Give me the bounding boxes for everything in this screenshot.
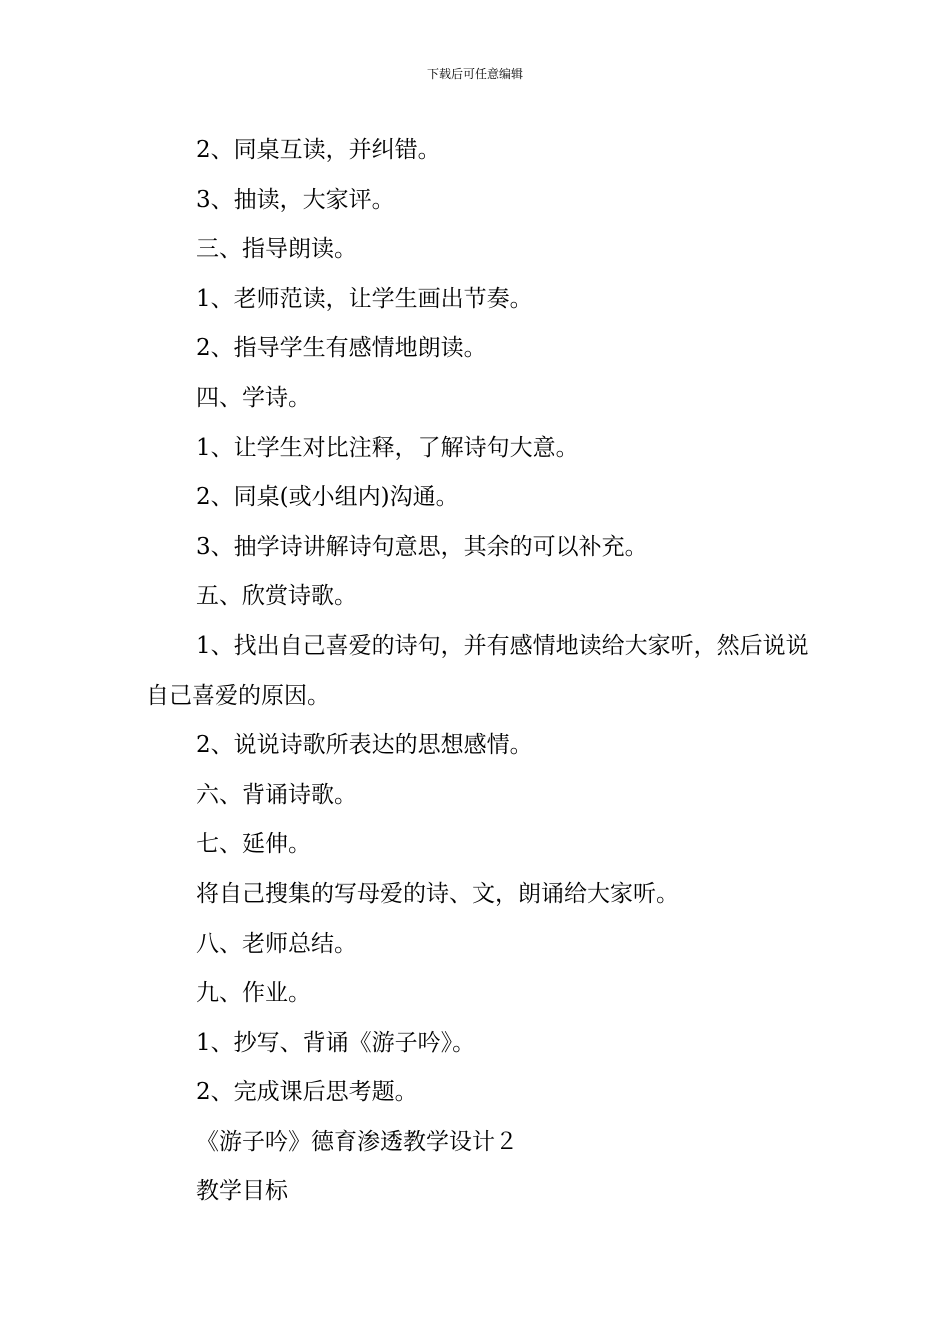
section-heading: 五、欣赏诗歌。 bbox=[196, 583, 357, 610]
section-heading: 四、学诗。 bbox=[196, 384, 311, 411]
paragraph: 将自己搜集的写母爱的诗、文，朗诵给大家听。 bbox=[196, 880, 679, 907]
paragraph: 3、抽学诗讲解诗句意思，其余的可以补充。 bbox=[196, 533, 648, 560]
section-heading: 六、背诵诗歌。 bbox=[196, 781, 357, 808]
document-body bbox=[146, 126, 812, 1217]
section-heading: 八、老师总结。 bbox=[196, 930, 357, 957]
section-heading: 九、作业。 bbox=[196, 980, 311, 1007]
section-heading: 教学目标 bbox=[196, 1178, 288, 1205]
paragraph: 1、让学生对比注释，了解诗句大意。 bbox=[196, 434, 579, 461]
paragraph: 1、老师范读，让学生画出节奏。 bbox=[196, 285, 533, 312]
document-title: 《游子吟》德育渗透教学设计２ bbox=[196, 1128, 518, 1155]
paragraph: 1、抄写、背诵《游子吟》。 bbox=[196, 1029, 476, 1056]
paragraph: 3、抽读，大家评。 bbox=[196, 186, 395, 213]
paragraph: 2、同桌互读，并纠错。 bbox=[196, 137, 441, 163]
page-header: 下载后可任意编辑 bbox=[426, 67, 523, 81]
paragraph: 2、完成课后思考题。 bbox=[196, 1079, 418, 1106]
section-heading: 三、指导朗读。 bbox=[196, 236, 357, 263]
paragraph: 2、说说诗歌所表达的思想感情。 bbox=[196, 732, 533, 759]
paragraph: 2、指导学生有感情地朗读。 bbox=[196, 335, 487, 362]
paragraph: 1、找出自己喜爱的诗句，并有感情地读给大家听，然后说说自己喜爱的原因。 bbox=[146, 632, 809, 709]
section-heading: 七、延伸。 bbox=[196, 831, 311, 858]
paragraph: 2、同桌(或小组内)沟通。 bbox=[196, 484, 459, 511]
